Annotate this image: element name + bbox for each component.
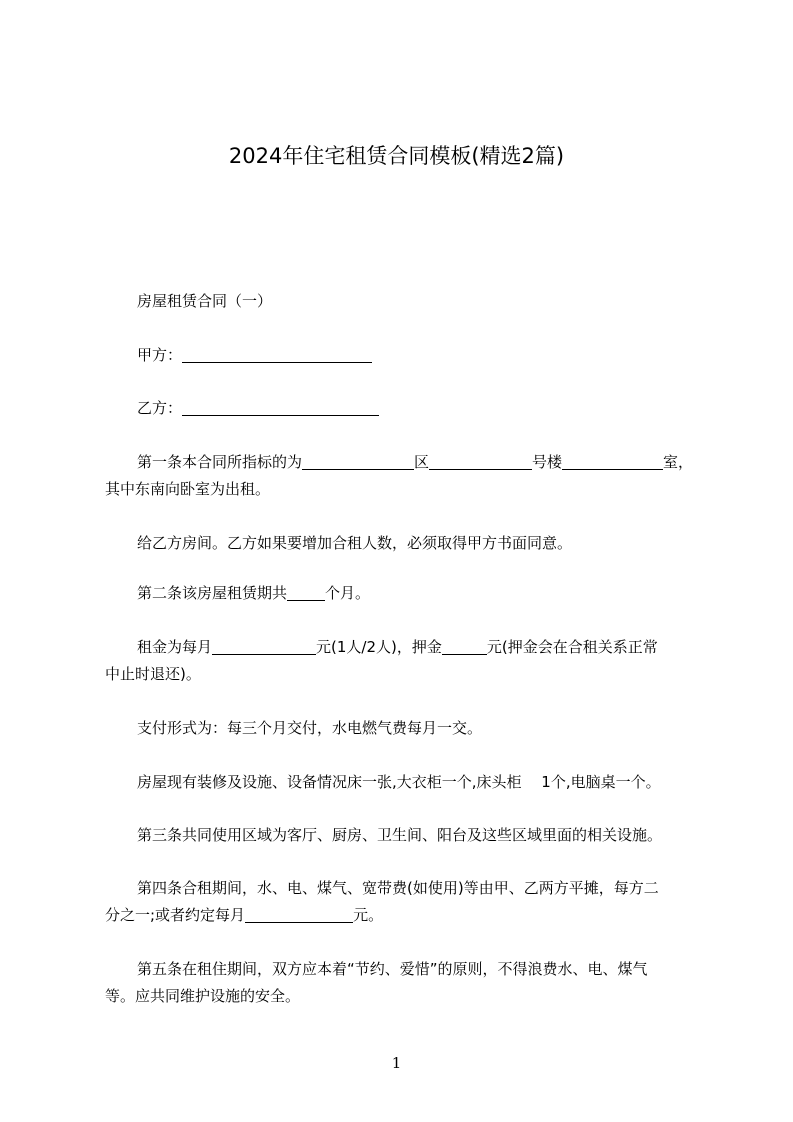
article-2-suffix: 个月。	[325, 584, 371, 602]
party-a-line	[105, 343, 705, 367]
article-3-line: 第三条共同使用区域为客厅、厨房、卫生间、阳台及这些区域里面的相关设施。	[137, 826, 663, 844]
furnishing-line: 房屋现有装修及设施、设备情况床一张,大衣柜一个,床头柜 1个,电脑桌一个。	[137, 773, 661, 791]
rent-prefix: 租金为每月	[137, 638, 213, 656]
monthly-fee-blank	[245, 906, 353, 923]
party-a-label: 甲方：	[137, 346, 183, 364]
rent-amount-blank	[212, 638, 316, 655]
article-2-prefix: 第二条该房屋租赁期共	[137, 584, 288, 602]
article-4-line-2	[105, 903, 705, 927]
deposit-blank	[442, 638, 487, 655]
rent-line-2: 中止时退还)。	[105, 665, 201, 683]
building-label: 号楼	[532, 453, 563, 471]
article-1-prefix: 第一条本合同所指标的为	[137, 453, 303, 471]
lease-term-blank	[287, 584, 325, 601]
article-2-line	[105, 581, 705, 605]
room-blank	[562, 453, 663, 470]
district-blank	[302, 453, 414, 470]
room-note: 给乙方房间。乙方如果要增加合租人数，必须取得甲方书面同意。	[137, 534, 573, 552]
article-5-line-1: 第五条在租住期间，双方应本着“节约、爱惜”的原则，不得浪费水、电、煤气	[137, 960, 648, 978]
district-label: 区	[414, 453, 430, 471]
contract-heading: 房屋租赁合同（一）	[137, 292, 273, 310]
building-blank	[429, 453, 532, 470]
party-a-blank	[182, 346, 372, 363]
payment-line: 支付形式为：每三个月交付，水电燃气费每月一交。	[137, 719, 483, 737]
room-label: 室，	[663, 453, 694, 471]
article-4-suffix: 元。	[353, 906, 384, 924]
deposit-suffix: 元(押金会在合租关系正常	[486, 638, 658, 656]
rent-unit: 元(1人/2人)，押金	[316, 638, 442, 656]
article-1-line-2: 其中东南向卧室为出租。	[105, 480, 271, 498]
party-b-label: 乙方：	[137, 399, 183, 417]
article-4-line-1: 第四条合租期间，水、电、煤气、宽带费(如使用)等由甲、乙两方平摊，每方二	[137, 879, 659, 897]
rent-line-1	[105, 635, 705, 659]
article-1-line-1	[105, 450, 705, 474]
party-b-blank	[182, 399, 379, 416]
article-5-line-2: 等。应共同维护设施的安全。	[105, 987, 301, 1005]
page-number: 1	[391, 1054, 402, 1072]
article-4-prefix: 分之一;或者约定每月	[105, 906, 246, 924]
party-b-line	[105, 396, 705, 420]
document-title: 2024年住宅租赁合同模板(精选2篇)	[228, 144, 565, 168]
